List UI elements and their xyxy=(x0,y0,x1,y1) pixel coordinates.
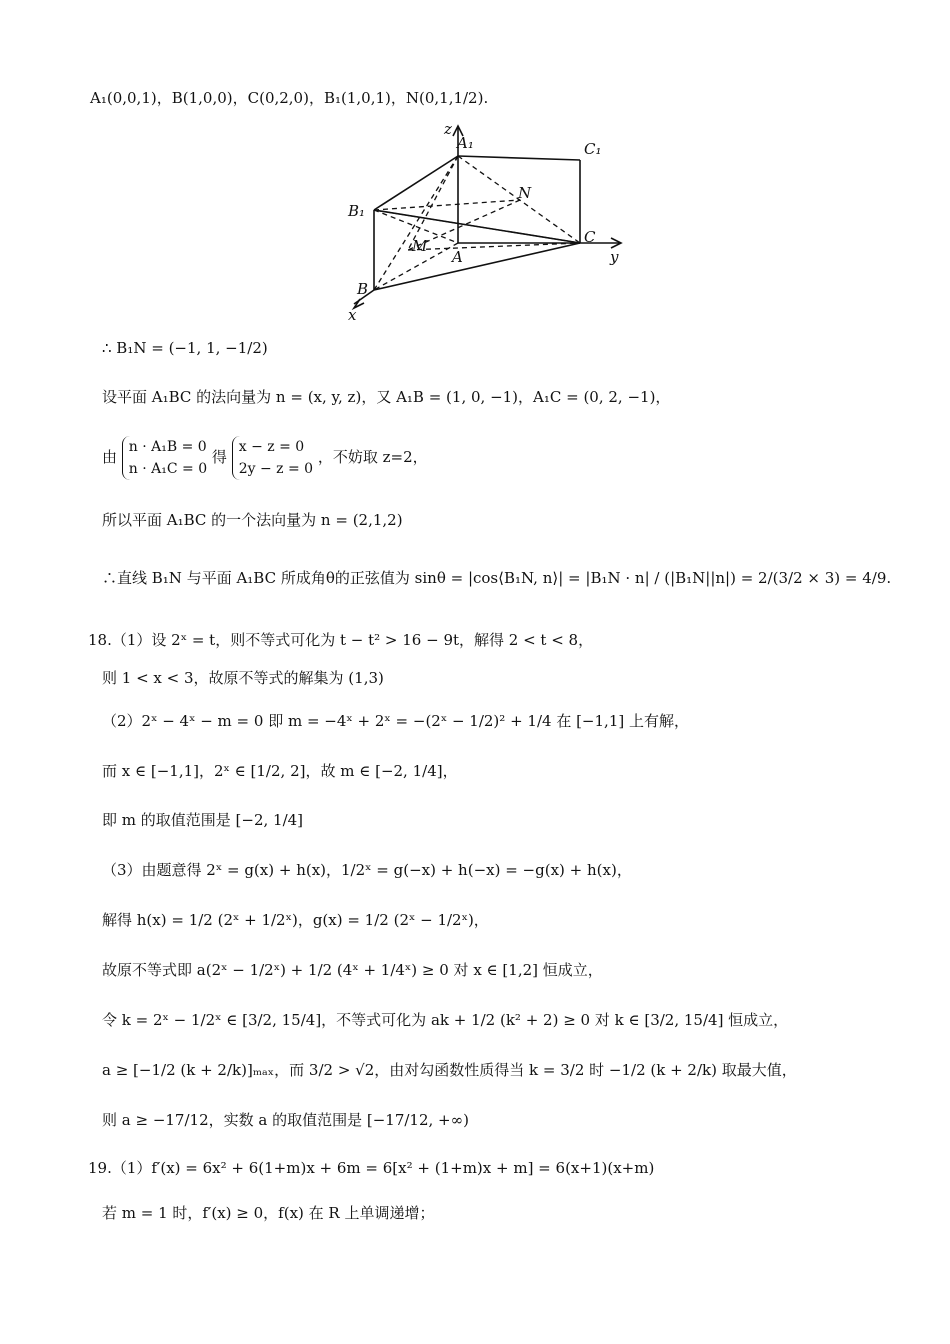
label-C: C xyxy=(584,228,596,246)
label-x: x xyxy=(348,306,357,323)
label-A: A xyxy=(452,248,463,266)
system-tail: ，不妨取 z=2， xyxy=(317,448,428,466)
q18-part3: （3）由题意得 2ˣ = g(x) + h(x)，1/2ˣ = g(−x) + h(−x) = −g(x) + h(x)， xyxy=(102,861,632,879)
system-eq1: n · A₁B = 0 xyxy=(128,439,207,455)
sine-result: ∴直线 B₁N 与平面 A₁BC 所成角θ的正弦值为 sinθ = |cos⟨B₁N, n⟩| = |B₁N · n| / (|B₁N||n|) = 2/(3/2 × 3) = 4/9. xyxy=(102,569,892,587)
system-line xyxy=(102,436,428,480)
system-lead: 由 xyxy=(102,448,118,466)
label-z: z xyxy=(444,120,452,138)
label-y: y xyxy=(610,248,619,266)
label-N: N xyxy=(518,184,532,202)
q18-part3-max: a ≥ [−1/2 (k + 2/k)]ₘₐₓ，而 3/2 > √2，由对勾函数性质得当 k = 3/2 时 −1/2 (k + 2/k) 取最大值， xyxy=(102,1061,797,1079)
q18-part1-answer: 则 1 < x < 3，故原不等式的解集为 (1,3) xyxy=(102,669,384,687)
prism-figure xyxy=(340,118,630,323)
q18-part2-range: 而 x ∈ [−1,1]，2ˣ ∈ [1/2, 2]，故 m ∈ [−2, 1/4]， xyxy=(102,762,458,780)
q18-part3-answer: 则 a ≥ −17/12，实数 a 的取值范围是 [−17/12, +∞) xyxy=(102,1111,469,1129)
q19-part1: 19.（1）f′(x) = 6x² + 6(1+m)x + 6m = 6[x² + (1+m)x + m] = 6(x+1)(x+m) xyxy=(88,1159,655,1177)
system-eq2: n · A₁C = 0 xyxy=(128,461,208,477)
q19-case: 若 m = 1 时，f′(x) ≥ 0，f(x) 在 R 上单调递增； xyxy=(102,1204,435,1222)
label-B1: B₁ xyxy=(348,202,366,220)
q18-part2: （2）2ˣ − 4ˣ − m = 0 即 m = −4ˣ + 2ˣ = −(2ˣ − 1/2)² + 1/4 在 [−1,1] 上有解， xyxy=(102,712,689,730)
coords-line: A₁(0,0,1)，B(1,0,0)，C(0,2,0)，B₁(1,0,1)，N(0,1,1/2). xyxy=(90,89,489,107)
q18-part2-answer: 即 m 的取值范围是 [−2, 1/4] xyxy=(102,811,304,829)
q18-part3-ineq: 故原不等式即 a(2ˣ − 1/2ˣ) + 1/2 (4ˣ + 1/4ˣ) ≥ 0 对 x ∈ [1,2] 恒成立， xyxy=(102,961,603,979)
q18-part3-sub: 令 k = 2ˣ − 1/2ˣ ∈ [3/2, 15/4]，不等式可化为 ak + 1/2 (k² + 2) ≥ 0 对 k ∈ [3/2, 15/4] 恒成立， xyxy=(102,1011,789,1029)
vector-B1N: ∴ B₁N = (−1, 1, −1/2) xyxy=(102,339,268,357)
q18-part1: 18.（1）设 2ˣ = t，则不等式可化为 t − t² > 16 − 9t，解得 2 < t < 8， xyxy=(88,631,594,649)
system-right xyxy=(232,436,313,480)
system-left xyxy=(122,436,207,480)
normal-vector-setup: 设平面 A₁BC 的法向量为 n = (x, y, z)，又 A₁B = (1, 0, −1)，A₁C = (0, 2, −1)， xyxy=(102,388,671,406)
system-de: 得 xyxy=(211,448,227,466)
label-B: B xyxy=(357,280,369,298)
system-eq4: 2y − z = 0 xyxy=(238,461,314,477)
label-A1: A₁ xyxy=(457,134,474,152)
label-C1: C₁ xyxy=(584,140,602,158)
label-M: M xyxy=(412,237,428,255)
q18-part3-solve: 解得 h(x) = 1/2 (2ˣ + 1/2ˣ)，g(x) = 1/2 (2ˣ − 1/2ˣ)， xyxy=(102,911,489,929)
normal-vector-result: 所以平面 A₁BC 的一个法向量为 n = (2,1,2) xyxy=(102,511,403,529)
system-eq3: x − z = 0 xyxy=(238,439,305,455)
